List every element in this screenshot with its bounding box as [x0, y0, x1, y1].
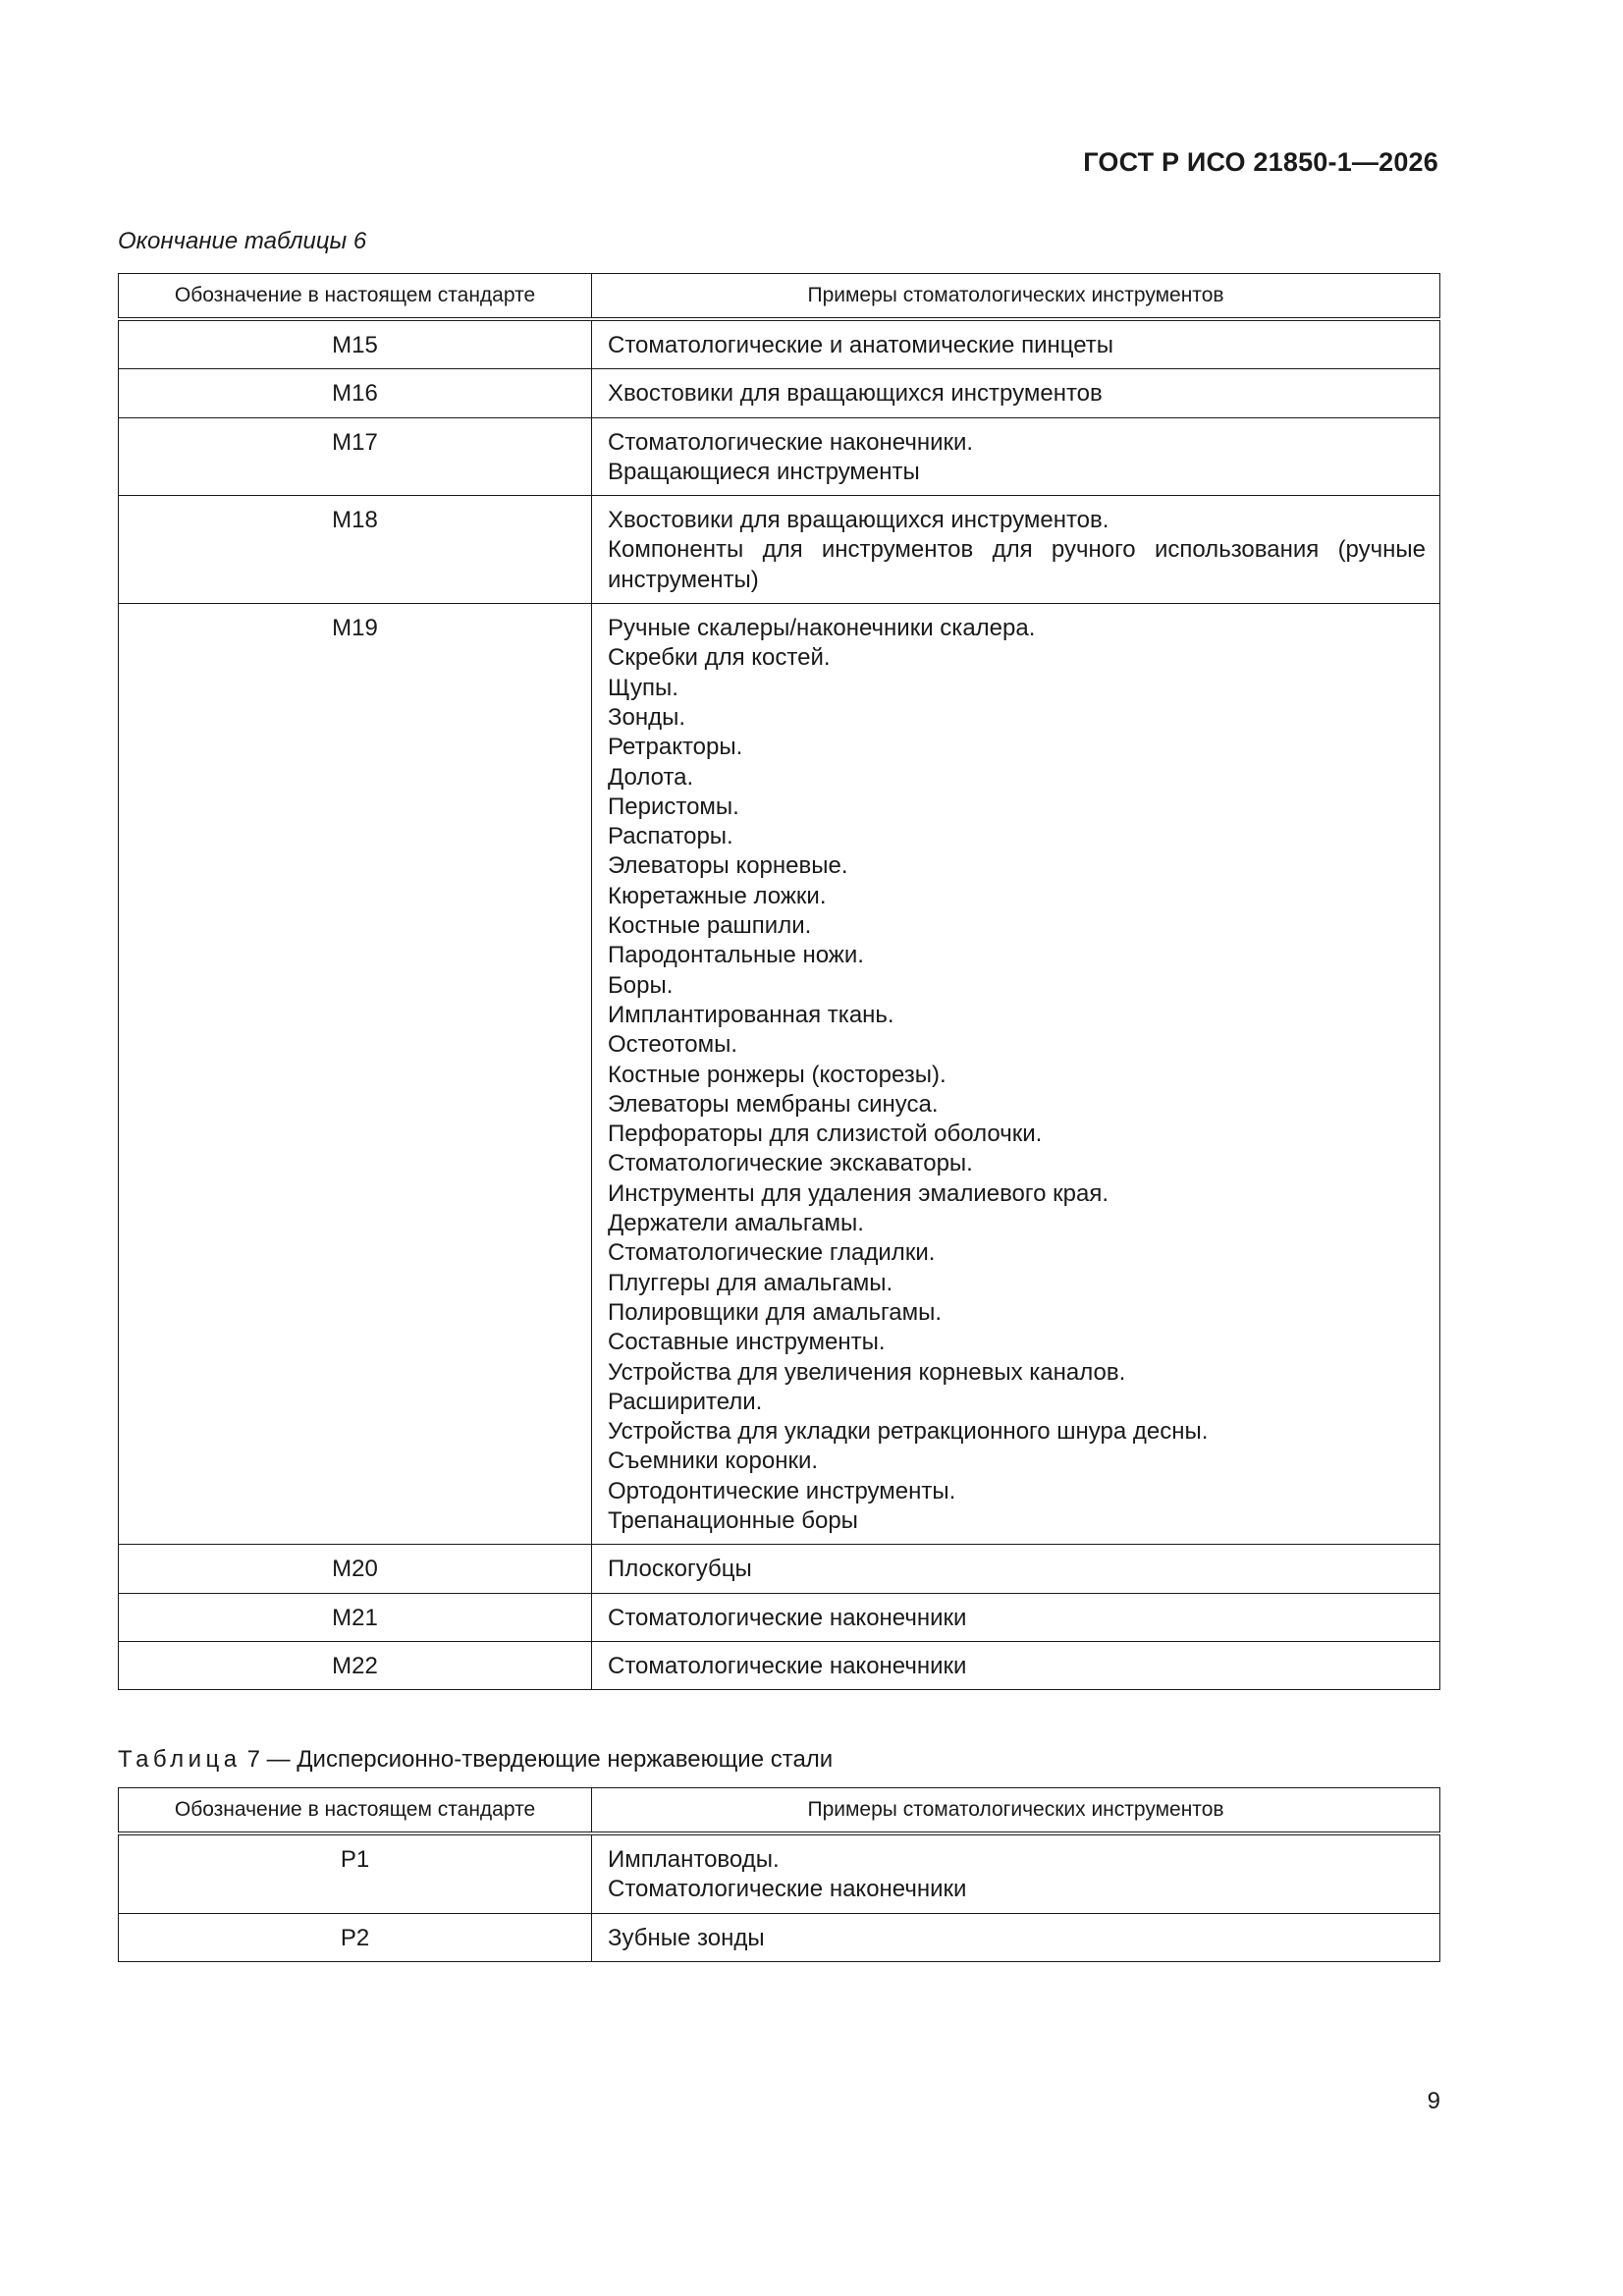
instrument-example: Стоматологические гладилки.	[608, 1239, 936, 1267]
instrument-example: Стоматологические наконечники.	[608, 428, 974, 456]
instrument-examples	[592, 417, 1440, 496]
instrument-example: Ретракторы.	[608, 734, 743, 761]
table-row	[119, 369, 1440, 417]
document-code: ГОСТ Р ИСО 21850-1—2026	[1083, 147, 1438, 177]
table6-header-row	[119, 274, 1440, 320]
instrument-example: Плоскогубцы	[608, 1556, 752, 1583]
steel-designation: M20	[119, 1545, 592, 1593]
instrument-example: Съемники коронки.	[608, 1448, 819, 1475]
table-row	[119, 417, 1440, 496]
instrument-example: Боры.	[608, 971, 674, 999]
steel-designation: M15	[119, 319, 592, 369]
steel-designation: M18	[119, 496, 592, 604]
instrument-example: Трепанационные боры	[608, 1506, 858, 1534]
instrument-example: Ручные скалеры/наконечники скалера.	[608, 615, 1036, 642]
steel-designation: P2	[119, 1913, 592, 1961]
instrument-example: Держатели амальгамы.	[608, 1210, 864, 1237]
instrument-examples	[592, 1641, 1440, 1689]
table-row	[119, 1833, 1440, 1913]
table7-column-designation: Обозначение в настоящем стандарте	[119, 1788, 592, 1834]
instrument-examples	[592, 1545, 1440, 1593]
instrument-examples	[592, 319, 1440, 369]
instrument-example: Устройства для увеличения корневых каналов.	[608, 1358, 1126, 1386]
steel-designation: M16	[119, 369, 592, 417]
instrument-example: Перистомы.	[608, 793, 739, 820]
page-number: 9	[1427, 2088, 1440, 2114]
instrument-example: Расширители.	[608, 1388, 763, 1415]
steel-designation: M22	[119, 1641, 592, 1689]
table7-header-row	[119, 1788, 1440, 1834]
instrument-example: Хвостовики для вращающихся инструментов	[608, 380, 1103, 408]
instrument-example: Костные рашпили.	[608, 912, 812, 940]
table-row	[119, 319, 1440, 369]
table-row	[119, 604, 1440, 1545]
table7-column-examples: Примеры стоматологических инструментов	[592, 1788, 1440, 1834]
instrument-examples	[592, 1913, 1440, 1961]
instrument-examples	[592, 1833, 1440, 1913]
table6-continuation-label: Окончание таблицы 6	[118, 228, 367, 254]
table-row	[119, 1913, 1440, 1961]
steel-designation: M21	[119, 1593, 592, 1641]
table7-caption-word: Таблица	[118, 1746, 242, 1773]
instrument-example: Инструменты для удаления эмалиевого края.	[608, 1179, 1109, 1207]
instrument-example: Костные ронжеры (косторезы).	[608, 1061, 947, 1088]
instrument-example: Элеваторы корневые.	[608, 852, 848, 880]
instrument-example: Пародонтальные ножи.	[608, 942, 864, 969]
table-row	[119, 1641, 1440, 1689]
instrument-example: Устройства для укладки ретракционного шнура десны.	[608, 1418, 1209, 1446]
table6-body	[119, 319, 1440, 1690]
instrument-example: Имплантоводы.	[608, 1846, 780, 1873]
instrument-example: Имплантированная ткань.	[608, 1001, 894, 1028]
instrument-example: Перфораторы для слизистой оболочки.	[608, 1121, 1043, 1148]
instrument-example: Остеотомы.	[608, 1031, 738, 1059]
table-row	[119, 1593, 1440, 1641]
instrument-example: Стоматологические наконечники	[608, 1876, 967, 1903]
table-row	[119, 496, 1440, 604]
instrument-example: Вращающиеся инструменты	[608, 458, 920, 485]
instrument-examples	[592, 369, 1440, 417]
instrument-example: Ортодонтические инструменты.	[608, 1477, 956, 1504]
instrument-example: Компоненты для инструментов для ручного использования (ручные инструменты)	[608, 536, 1426, 593]
table6-column-examples: Примеры стоматологических инструментов	[592, 274, 1440, 320]
instrument-example: Стоматологические экскаваторы.	[608, 1150, 973, 1177]
instrument-example: Зонды.	[608, 703, 686, 731]
instrument-example: Составные инструменты.	[608, 1329, 886, 1356]
instrument-example: Долота.	[608, 763, 694, 791]
instrument-example: Стоматологические наконечники	[608, 1604, 967, 1631]
instrument-example: Распаторы.	[608, 823, 733, 850]
steel-designation: M19	[119, 604, 592, 1545]
instrument-example: Стоматологические и анатомические пинцеты	[608, 332, 1113, 358]
instrument-example: Стоматологические наконечники	[608, 1652, 967, 1679]
instrument-example: Зубные зонды	[608, 1924, 765, 1951]
instrument-examples	[592, 604, 1440, 1545]
instrument-example: Кюретажные ложки.	[608, 882, 827, 909]
table6-column-designation: Обозначение в настоящем стандарте	[119, 274, 592, 320]
table7-caption	[118, 1746, 833, 1774]
table7	[118, 1787, 1440, 1962]
instrument-examples	[592, 1593, 1440, 1641]
instrument-examples	[592, 496, 1440, 604]
instrument-example: Полировщики для амальгамы.	[608, 1298, 943, 1326]
instrument-example: Плуггеры для амальгамы.	[608, 1269, 893, 1296]
table7-body	[119, 1833, 1440, 1961]
steel-designation: P1	[119, 1833, 592, 1913]
table-row	[119, 1545, 1440, 1593]
steel-designation: M17	[119, 417, 592, 496]
instrument-example: Скребки для костей.	[608, 644, 831, 672]
instrument-example: Щупы.	[608, 674, 678, 701]
table6	[118, 273, 1440, 1690]
instrument-example: Хвостовики для вращающихся инструментов.	[608, 507, 1109, 534]
table7-caption-title: 7 — Дисперсионно-твердеющие нержавеющие стали	[246, 1746, 834, 1773]
instrument-example: Элеваторы мембраны синуса.	[608, 1090, 939, 1118]
